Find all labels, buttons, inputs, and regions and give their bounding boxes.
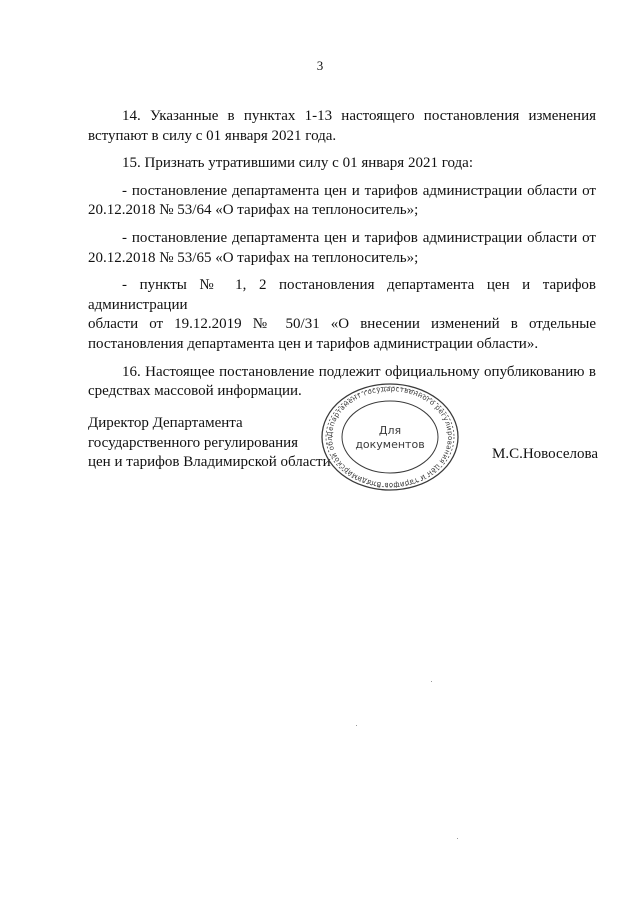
list-item-lead: - постановление департамента цен и тарифов администрации области от: [122, 182, 596, 199]
official-seal: [318, 381, 462, 493]
list-item-tail: постановления департамента цен и тарифов администрации области».: [88, 335, 539, 352]
list-item-tail: 20.12.2018 № 53/65 «О тарифах на теплоноситель»;: [88, 249, 419, 266]
signatory-title-line: государственного регулирования: [88, 434, 299, 451]
signatory-name: М.С.Новоселова: [492, 446, 599, 462]
paragraph-15: 15. Признать утратившими силу с 01 января 2021 года:: [122, 155, 473, 172]
scan-speck: [457, 838, 458, 839]
signatory-title-line: цен и тарифов Владимирской области: [88, 454, 331, 471]
scan-speck: [356, 725, 357, 726]
list-item-middle: области от 19.12.2019 № 50/31 «О внесении изменений в отдельные: [88, 316, 596, 333]
signatory-title: [88, 414, 331, 473]
seal-graphic: [318, 381, 462, 493]
list-item-lead: - пункты № 1, 2 постановления департамента цен и тарифов администрации: [88, 277, 596, 313]
list-item-tail: 20.12.2018 № 53/64 «О тарифах на теплоноситель»;: [88, 202, 419, 219]
paragraph-16-lead: 16. Настоящее постановление подлежит официальному опубликованию в: [122, 363, 596, 380]
seal-outer-text: Департамент государственного регулирования цен и тарифов Владимирской обл: [325, 384, 455, 490]
document-body: [88, 107, 596, 410]
seal-center-line-2: документов: [355, 438, 425, 451]
paragraph-14-tail: вступают в силу с 01 января 2021 года.: [88, 127, 337, 144]
paragraph-14: [88, 107, 596, 146]
seal-center-line-1: Для: [378, 424, 402, 437]
list-item: [88, 182, 596, 221]
paragraph-14-lead: 14. Указанные в пунктах 1-13 настоящего постановления изменения: [122, 108, 596, 124]
list-item: [88, 276, 596, 354]
scan-speck: [431, 681, 432, 682]
paragraph-16-tail: средствах массовой информации.: [88, 383, 302, 400]
list-item: [88, 229, 596, 268]
page-number: 3: [316, 58, 324, 73]
list-item-lead: - постановление департамента цен и тарифов администрации области от: [122, 229, 596, 246]
signatory-title-line: Директор Департамента: [88, 415, 243, 431]
